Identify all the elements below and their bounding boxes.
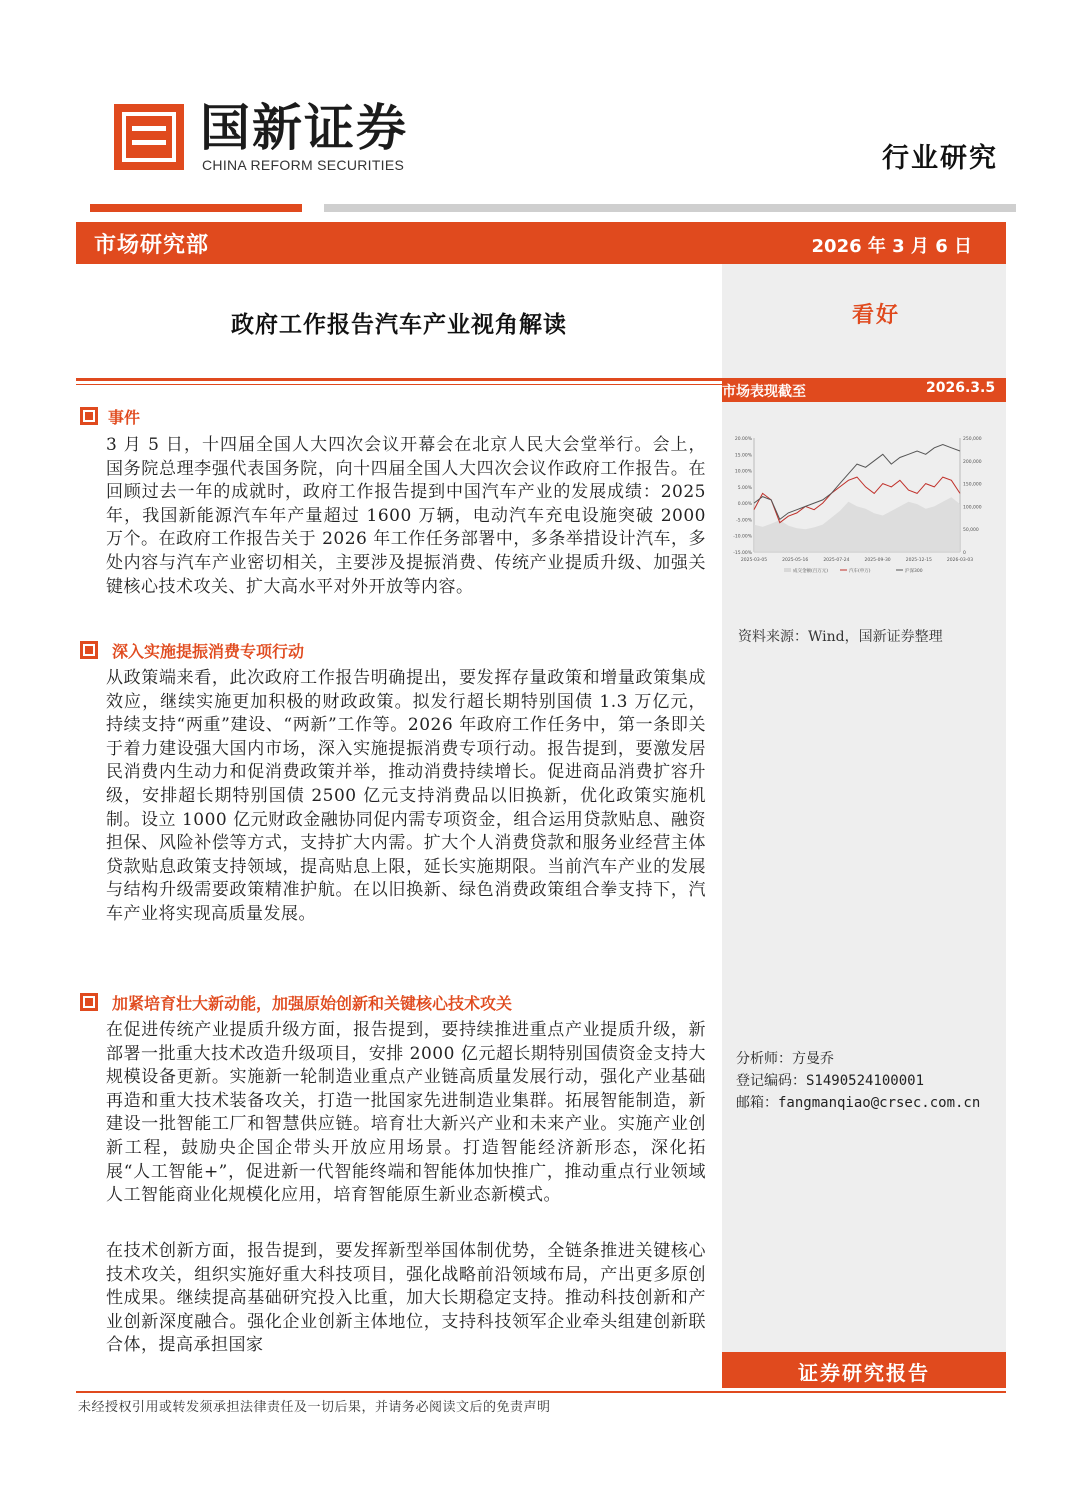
section-paragraph: 从政策端来看，此次政府工作报告明确提出，要发挥存量政策和增量政策集成效应，继续实施更加积极的财政政策。拟发行超长期特别国债 1.3 万亿元，持续支持“两重”建设、“两新”工作等。2026 年政府工作任务中，第一条即关于着力建设强大国内市场，深入实施提振消费专项行动。报告提到，要激发居民消费内生动力和促消费政策并举，推动消费持续增长。促进商品消费扩容升级，安排超长期特别国债 2500 亿元支持消费品以旧换新，优化政策实施机制。设立 1000 亿元财政金融协同促内需专项资金，组合运用贷款贴息、融资担保、风险补偿等方式，支持扩大内需。扩大个人消费贷款和服务业经营主体贷款贴息政策支持领域，提高贴息上限，延长实施期限。当前汽车产业的发展与结构升级需要政策精准护航。在以旧换新、绿色消费政策组合拳支持下，汽车产业将实现高质量发展。 — [106, 668, 706, 924]
section-heading-event: 事件 — [108, 408, 141, 427]
chart-right-tick: 200,000 — [963, 459, 982, 465]
section-heading-consumption: 深入实施提振消费专项行动 — [112, 642, 305, 661]
chart-right-tick: 100,000 — [963, 505, 982, 511]
chart-left-tick: 0.00% — [737, 502, 752, 508]
chart-left-tick: 10.00% — [734, 469, 752, 475]
section-icon — [80, 993, 98, 1011]
chart-right-tick: 50,000 — [963, 528, 979, 534]
chart-legend-label: 沪深300 — [905, 569, 923, 574]
market-performance-label: 市场表现截至 — [722, 384, 806, 400]
chart-left-tick: -15.00% — [733, 551, 752, 556]
analyst-name: 分析师：方曼乔 — [736, 1051, 834, 1067]
section-icon — [80, 407, 98, 425]
chart-left-tick: -5.00% — [736, 518, 752, 524]
market-performance-chart — [724, 428, 1004, 588]
company-logo — [114, 104, 184, 170]
chart-legend-swatch — [784, 568, 791, 572]
chart-legend-label: 汽车(申万) — [849, 569, 871, 574]
title-rule — [76, 378, 722, 381]
chart-left-tick: -10.00% — [733, 534, 752, 540]
chart-x-tick: 2025-05-16 — [782, 558, 809, 563]
footer-rule — [76, 1391, 1006, 1393]
chart-left-tick: 20.00% — [734, 437, 752, 442]
report-title: 政府工作报告汽车产业视角解读 — [231, 311, 567, 338]
section-paragraph: 在技术创新方面，报告提到，要发挥新型举国体制优势，全链条推进关键核心技术攻关，组织实施好重大科技项目，强化战略前沿领域布局，产出更多原创性成果。继续提高基础研究投入比重，加大长期稳定支持。推动科技创新和产业创新深度融合。强化企业创新主体地位，支持科技领军企业牵头组建创新联合体，提高承担国家 — [106, 1241, 706, 1356]
header-stripe-gray — [324, 204, 1016, 212]
section-icon — [80, 641, 98, 659]
report-type: 行业研究 — [882, 143, 998, 174]
analyst-info — [736, 1048, 980, 1114]
analyst-email: 邮箱：fangmanqiao@crsec.com.cn — [736, 1095, 981, 1111]
chart-x-tick: 2026-03-03 — [946, 558, 974, 563]
chart-series-volume — [754, 497, 960, 552]
rating-label: 看好 — [852, 302, 901, 328]
section-paragraph: 在促进传统产业提质升级方面，报告提到，要持续推进重点产业提质升级，新部署一批重大技术改造升级项目，安排 2000 亿元超长期特别国债资金支持大规模设备更新。实施新一轮制造业重点产业链高质量发展行动，强化产业基础再造和重大技术装备攻关，打造一批国家先进制造业集群。拓展智能制造，新建设一批智能工厂和智慧供应链。培育壮大新兴产业和未来产业。实施产业创新工程，鼓励央企国企带头开放应用场景。打造智能经济新形态，深化拓展“人工智能+”，促进新一代智能终端和智能体加快推广，推动重点行业领域人工智能商业化规模化应用，培育智能原生新业态新模式。 — [106, 1020, 706, 1206]
header-stripe-red — [90, 204, 302, 212]
chart-source: 资料来源：Wind，国新证券整理 — [738, 629, 943, 645]
section-paragraph: 3 月 5 日，十四届全国人大四次会议开幕会在北京人民大会堂举行。会上，国务院总理李强代表国务院，向十四届全国人大四次会议作政府工作报告。在回顾过去一年的成就时，政府工作报告提到中国汽车产业的发展成绩：2025 年，我国新能源汽车年产量超过 1600 万辆，电动汽车充电设施突破 2000 万个。在政府工作报告关于 2026 年工作任务部署中，多条举措设计汽车，多处内容与汽车产业密切相关，主要涉及提振消费、传统产业提质升级、加强关键核心技术攻关、扩大高水平对外开放等内容。 — [106, 435, 706, 597]
company-name-en: CHINA REFORM SECURITIES — [202, 157, 405, 173]
section-heading-innovation: 加紧培育壮大新动能，加强原始创新和关键核心技术攻关 — [112, 994, 513, 1013]
report-label: 证券研究报告 — [798, 1361, 930, 1385]
chart-x-tick: 2025-12-15 — [905, 558, 932, 563]
chart-left-tick: 5.00% — [737, 485, 752, 491]
chart-right-tick: 150,000 — [963, 482, 982, 488]
market-performance-date: 2026.3.5 — [926, 380, 996, 396]
report-date: 2026 年 3 月 6 日 — [811, 236, 972, 257]
title-rule-thin — [76, 384, 722, 385]
chart-x-tick: 2025-07-24 — [823, 558, 850, 563]
department-label: 市场研究部 — [94, 232, 210, 258]
company-name-cn: 国新证券 — [200, 99, 408, 157]
chart-right-tick: 250,000 — [963, 437, 982, 442]
analyst-reg-code: 登记编码：S1490524100001 — [736, 1073, 925, 1089]
chart-right-tick: 0 — [963, 551, 966, 556]
chart-left-tick: 15.00% — [734, 453, 752, 459]
chart-legend-label: 成交金额(百万元) — [793, 569, 829, 574]
footer-disclaimer: 未经授权引用或转发须承担法律责任及一切后果，并请务必阅读文后的免责声明 — [78, 1400, 551, 1415]
chart-x-tick: 2025-03-05 — [740, 558, 768, 563]
chart-x-tick: 2025-09-30 — [864, 558, 891, 563]
